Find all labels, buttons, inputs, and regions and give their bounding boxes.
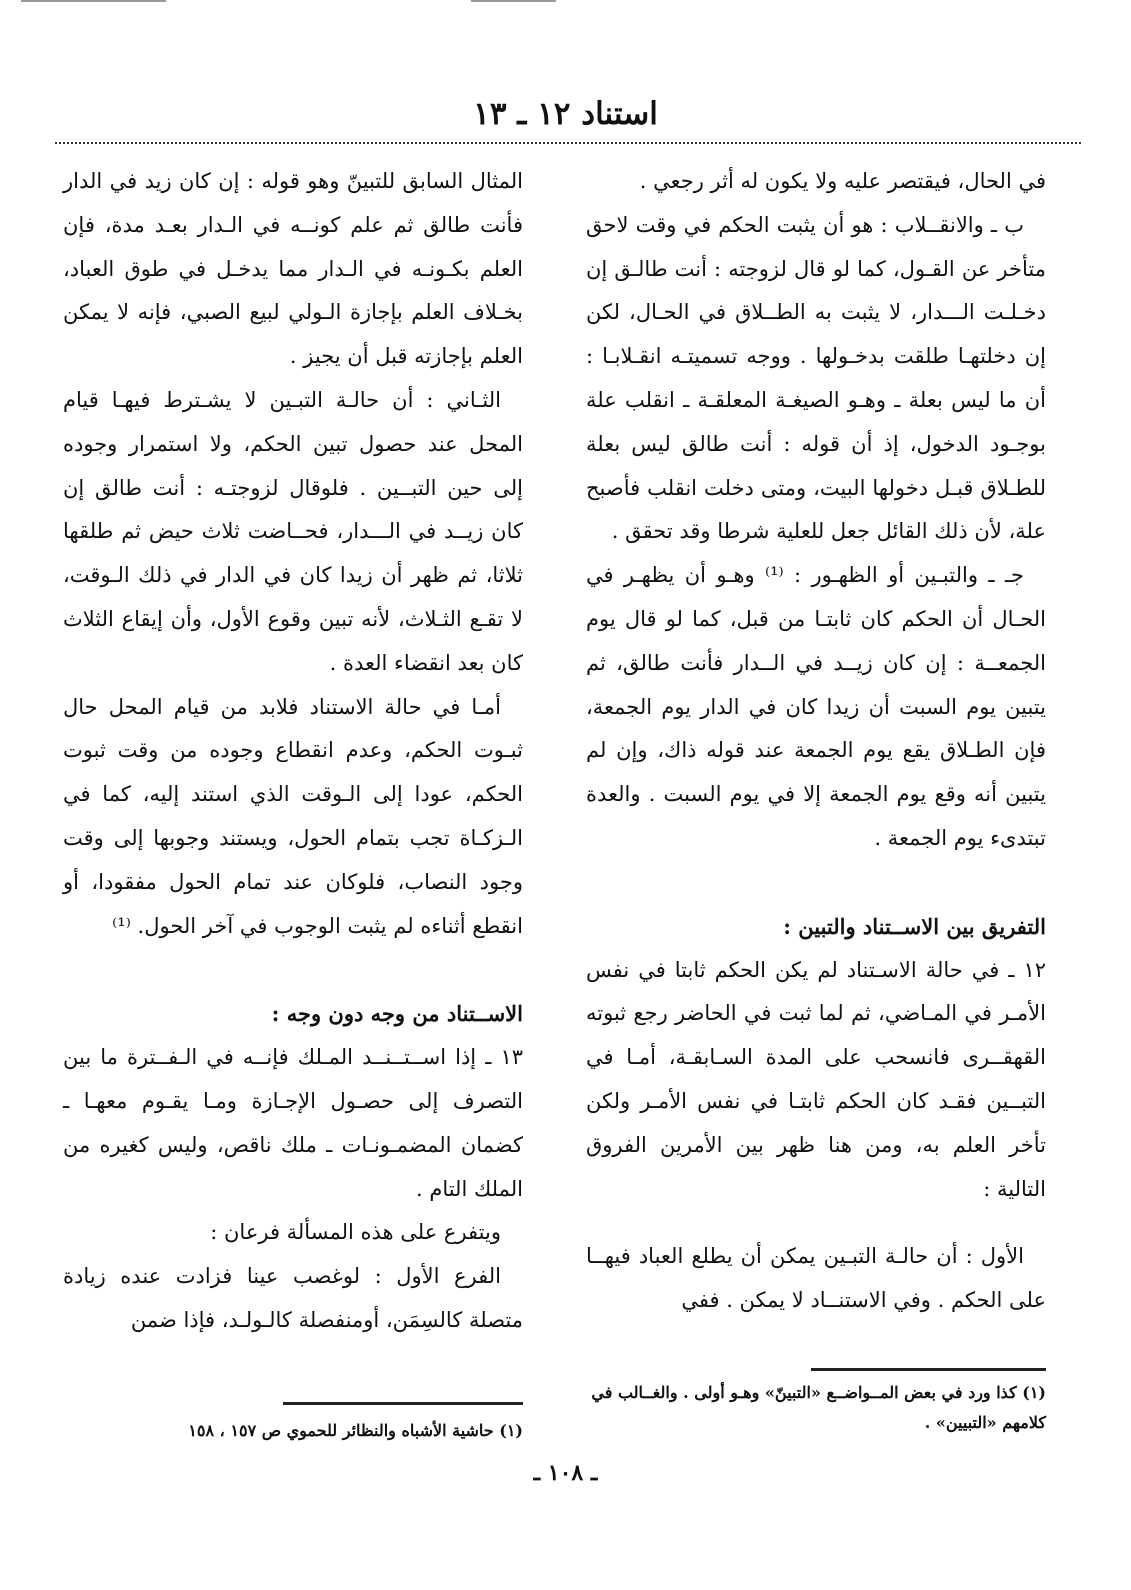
paragraph: ١٢ ـ في حالة الاسـتناد لم يكن الحكم ثابتا في نفس الأمـر في المـاضي، ثم لما ثبت في الحاضر رجع ثبوته القهقــرى فانسحب على المدة السـابقـة، أمـا في التبــين فقـد كان الحكم ثابتـا في نفس الأمـر ولكن تأخر العلم به، ومن هنا ظهر بين الأمرين الفروق التالية : bbox=[586, 957, 1046, 1201]
scan-artifact-top bbox=[21, 0, 166, 2]
footnote-rule bbox=[811, 1368, 1046, 1371]
paragraph: جـ ـ والتبـين أو الظهـور : ⁽¹⁾ وهـو أن يظهـر في الحـال أن الحكم كان ثابتـا من قبل، كما لو قال يوم الجمعــة : إن كان زيــد في الــدار فأنت طالق، ثم يتبين يوم السبت أن زيدا كان في الدار يوم الجمعة، فإن الطـلاق يقع يوم الجمعة عند قوله ذاك، وإن لم يتبين أنه وقع يوم الجمعة إلا في يوم السبت . والعدة تبتدىء يوم الجمعة . bbox=[586, 563, 1046, 850]
section-heading: التفريق بين الاســتناد والتبين : bbox=[783, 913, 1046, 939]
paragraph: أمـا في حالة الاستناد فلابد من قيام المحل حال ثبـوت الحكم، وعدم انقطاع وجوده من وقت ثبوت الحكم، عودا إلى الـوقت الذي استند إليه، كما في الـزكـاة تجب بتمام الحول، ويستند وجوبها إلى وقت وجود النصاب، فلوكان عند تمام الحول مفقودا، أو انقطع أثناءه لم يثبت الوجوب في آخر الحول. ⁽¹⁾ bbox=[63, 694, 523, 938]
spacer bbox=[63, 948, 523, 992]
paragraph: الأول : أن حالـة التبـين يمكن أن يطلع العباد فيهــا على الحكم . وفي الاستنــاد لا يمكن . ففي bbox=[586, 1244, 1046, 1313]
footnote: (١) حاشية الأشباه والنظائر للحموي ص ١٥٧ ، ١٥٨ bbox=[188, 1421, 523, 1440]
paragraph: ب ـ والانقــلاب : هو أن يثبت الحكم في وقت لاحق متأخر عن القـول، كما لو قال لزوجته : أنت طالـق إن دخـلـت الـــدار، لا يثبت به الطــلاق في الحـال، لكن إن دخلتهـا طلقت بدخـولها . ووجه تسميتـه انقـلابـا : أن ما ليس بعلة ـ وهـو الصيغـة المعلقـة ـ انقلب علة بوجـود الدخول، إذ أن قوله : أنت طالق ليس بعلة للطـلاق قبـل دخولها البيت، ومتى دخلت انقلب فأصبح علة، لأن ذلك القائل جعل للعلية شرطا وقد تحقق . bbox=[586, 212, 1046, 544]
scan-artifact-top bbox=[471, 0, 556, 2]
spacer bbox=[586, 861, 1046, 905]
paragraph: الثـاني : أن حالـة التبـين لا يشـترط فيهـا قيام المحل عند حصول تبين الحكم، ولا استمرار وجوده إلى حين التبــين . فلوقال لزوجتـه : أنت طالق إن كان زيــد في الـــدار، فحــاضت ثلاث حيض ثم طلقها ثلاثا، ثم ظهر أن زيدا كان في الدار في ذلك الـوقت، لا تقـع الثـلاث، لأنه تبين وقوع الأول، وأن إيقاع الثلاث كان بعد انقضاء العدة . bbox=[63, 387, 523, 675]
header-dotted-rule bbox=[55, 142, 1081, 144]
paragraph: ويتفرع على هذه المسألة فرعان : bbox=[210, 1220, 501, 1245]
section-heading: الاســتناد من وجه دون وجه : bbox=[271, 1001, 523, 1027]
paragraph: المثال السابق للتبينّ وهو قوله : إن كان زيد في الدار فأنت طالق ثم علم كونــه في الـدار بعـد مدة، فإن العلم بكـونـه في الـدار مما يدخـل في طوق العباد، بخـلاف العلم بإجازة الـولي لبيع الصبي، فإنه لا يمكن العلم بإجازته قبل أن يجيز . bbox=[63, 169, 523, 369]
paragraph: في الحال، فيقتصر عليه ولا يكون له أثر رجعي . bbox=[639, 169, 1046, 193]
footnote: (١) كذا ورد في بعض المــواضــع «التبينّ» وهـو أولى . والغــالب في كلامهم «التبيين» . bbox=[591, 1383, 1046, 1432]
paragraph: الفرع الأول : لوغصب عينا فزادت عنده زيادة متصلة كالسِمَن، أومنفصلة كالـولـد، فإذا ضمن bbox=[63, 1264, 523, 1332]
left-column bbox=[63, 160, 523, 1343]
right-column bbox=[586, 160, 1046, 1323]
page-number: ـ ١٠٨ ـ bbox=[533, 1460, 598, 1486]
spacer bbox=[586, 1211, 1046, 1235]
page-header-title: استناد ١٢ ـ ١٣ bbox=[473, 96, 658, 132]
footnote-rule bbox=[283, 1402, 523, 1405]
paragraph: ١٣ ـ إذا اســتــنــد المـلك فإنــه في الـفــترة ما بين التصرف إلى حصـول الإجـازة ومـا يقـوم معهـا ـ كضمان المضمـونـات ـ ملك ناقص، وليس كغيره من الملك التام . bbox=[63, 1045, 523, 1201]
